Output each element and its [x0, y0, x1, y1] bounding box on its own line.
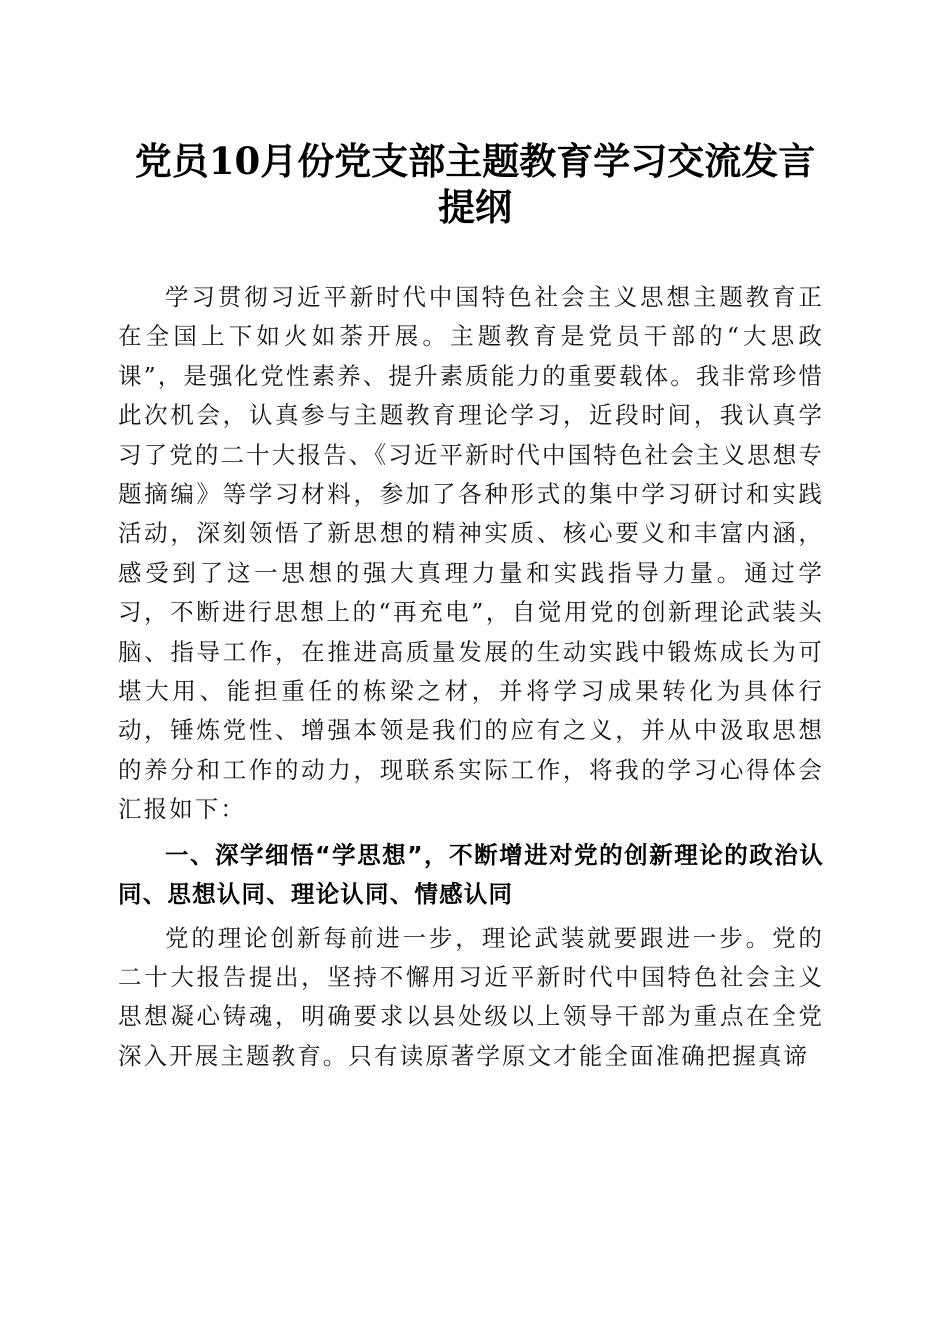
document-body: [118, 278, 824, 1076]
document-title: 党员10月份党支部主题教育学习交流发言提纲: [134, 139, 816, 229]
section-heading: 一、深学细悟“学思想”，不断增进对党的创新理论的政治认同、思想认同、理论认同、情感认同: [118, 840, 824, 909]
section-paragraph: 党的理论创新每前进一步，理论武装就要跟进一步。党的二十大报告提出，坚持不懈用习近平新时代中国特色社会主义思想凝心铸魂，明确要求以县处级以上领导干部为重点在全党深入开展主题教育。只有读原著学原文才能全面准确把握真谛: [118, 923, 824, 1070]
intro-paragraph: 学习贯彻习近平新时代中国特色社会主义思想主题教育正在全国上下如火如荼开展。主题教育是党员干部的“大思政课”，是强化党性素养、提升素质能力的重要载体。我非常珍惜此次机会，认真参与主题教育理论学习，近段时间，我认真学习了党的二十大报告、《习近平新时代中国特色社会主义思想专题摘编》等学习材料，参加了各种形式的集中学习研讨和实践活动，深刻领悟了新思想的精神实质、核心要义和丰富内涵，感受到了这一思想的强大真理力量和实践指导力量。通过学习，不断进行思想上的“再充电”，自觉用党的创新理论武装头脑、指导工作，在推进高质量发展的生动实践中锻炼成长为可堪大用、能担重任的栋梁之材，并将学习成果转化为具体行动，锤炼党性、增强本领是我们的应有之义，并从中汲取思想的养分和工作的动力，现联系实际工作，将我的学习心得体会汇报如下：: [118, 283, 824, 824]
